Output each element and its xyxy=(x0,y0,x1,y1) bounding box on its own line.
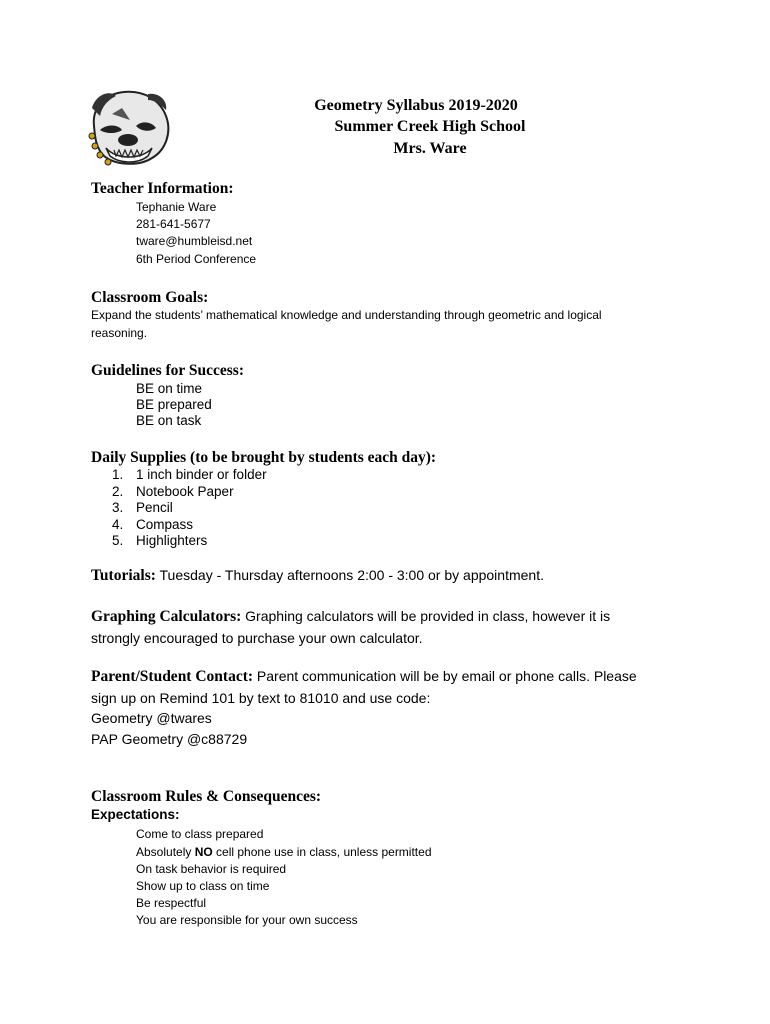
guidelines-heading: Guidelines for Success: xyxy=(91,362,244,379)
calculators-label: Graphing Calculators: xyxy=(91,608,242,625)
contact-paragraph: Parent/Student Contact: Parent communication will be by email or phone calls. Please sign up on Remind 101 by text to 81010 and use code: Geometry @twares PAP Geometry @c88729 xyxy=(91,668,637,747)
tutorials-label: Tutorials: xyxy=(91,567,156,584)
teacher-email: tware@humbleisd.net xyxy=(136,234,253,248)
expectation-item: Absolutely NO cell phone use in class, unless permitted xyxy=(136,845,432,859)
remind-code-pap: PAP Geometry @c88729 xyxy=(91,730,248,747)
list-item: 4. Compass xyxy=(112,516,194,532)
guideline-item: BE on task xyxy=(136,413,202,428)
contact-label: Parent/Student Contact: xyxy=(91,668,254,685)
calculators-paragraph: Graphing Calculators: Graphing calculators will be provided in class, however it is strongly encouraged to purchase your own calculator. xyxy=(91,608,611,646)
supplies-list xyxy=(112,467,267,550)
teacher-info-heading: Teacher Information: xyxy=(91,180,234,197)
syllabus-title: Geometry Syllabus 2019-2020 xyxy=(314,97,518,114)
expectations-heading: Expectations: xyxy=(91,807,180,822)
teacher-name-line: Tephanie Ware xyxy=(136,200,217,214)
teacher-phone: 281-641-5677 xyxy=(136,217,211,231)
expectation-item: On task behavior is required xyxy=(136,862,287,876)
teacher-name: Mrs. Ware xyxy=(393,140,467,157)
conference-period: 6th Period Conference xyxy=(136,252,257,266)
list-item: 5. Highlighters xyxy=(112,533,208,549)
expectation-item: Show up to class on time xyxy=(136,879,270,893)
list-item: 3. Pencil xyxy=(112,500,173,516)
tutorials-text: Tuesday - Thursday afternoons 2:00 - 3:00 or by appointment. xyxy=(155,567,544,583)
expectation-item: Be respectful xyxy=(136,896,207,910)
rules-heading: Classroom Rules & Consequences: xyxy=(91,788,322,805)
goals-text-line-2: reasoning. xyxy=(91,326,148,340)
guideline-item: BE on time xyxy=(136,381,203,396)
expectation-item: Come to class prepared xyxy=(136,827,264,841)
school-name: Summer Creek High School xyxy=(334,118,526,135)
list-item: 2. Notebook Paper xyxy=(112,483,234,499)
tutorials-paragraph xyxy=(91,565,691,587)
goals-text-line-1: Expand the students’ mathematical knowledge and understanding through geometric and logical xyxy=(91,308,602,322)
remind-code-geometry: Geometry @twares xyxy=(91,710,212,726)
guideline-item: BE prepared xyxy=(136,397,212,412)
bulldog-mascot-icon xyxy=(86,86,172,168)
list-item: 1. 1 inch binder or folder xyxy=(112,467,267,482)
goals-heading: Classroom Goals: xyxy=(91,289,209,306)
expectation-item: You are responsible for your own success xyxy=(136,913,358,927)
supplies-heading: Daily Supplies (to be brought by students each day): xyxy=(91,449,437,466)
